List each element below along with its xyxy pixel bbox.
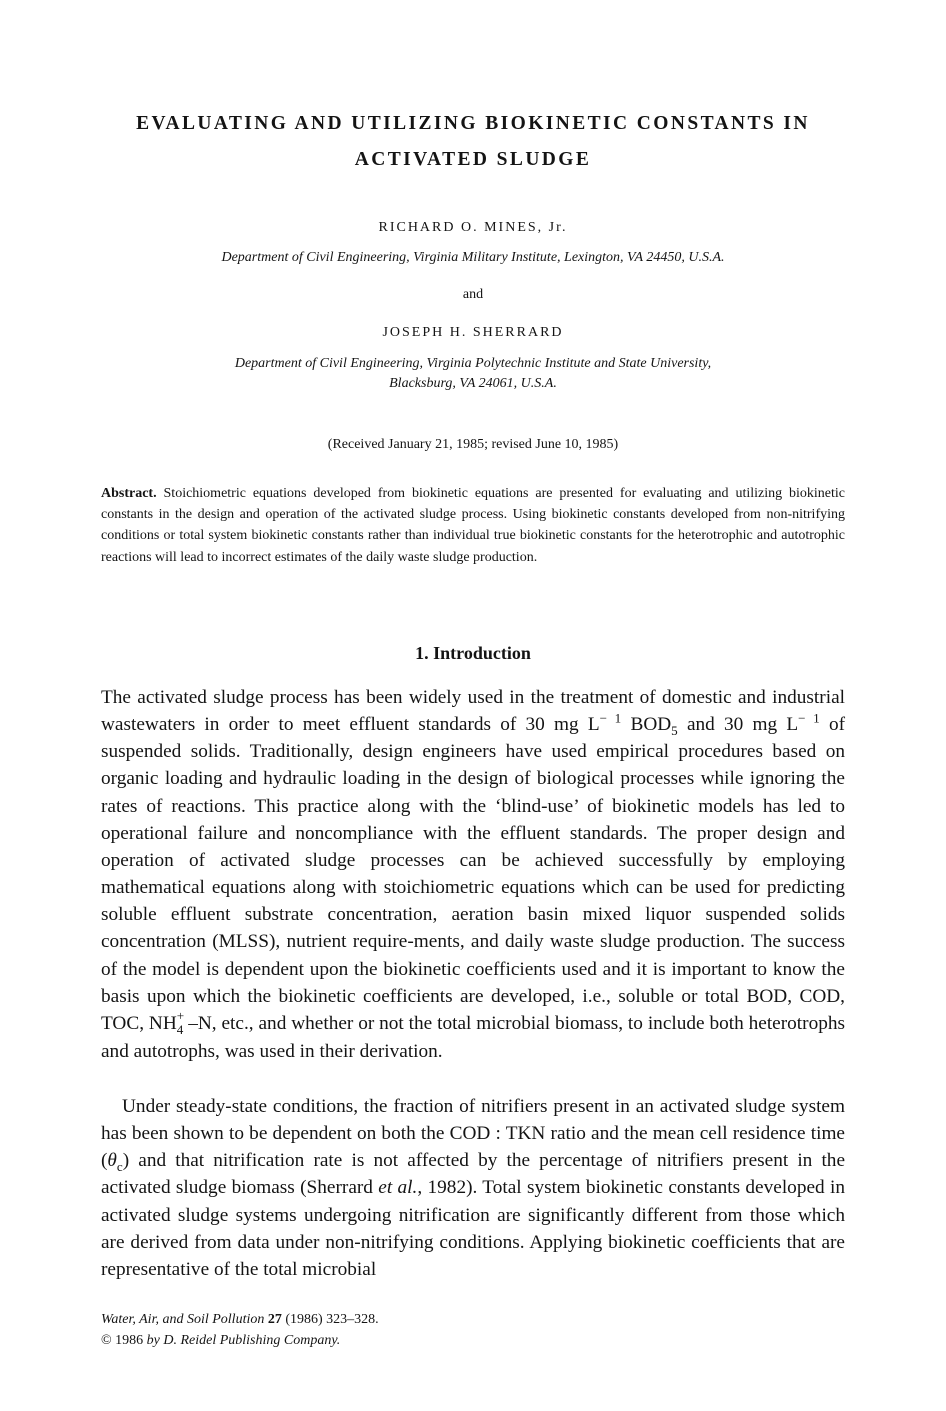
- paper-title-line-2: ACTIVATED SLUDGE: [354, 149, 592, 170]
- received-dates: (Received January 21, 1985; revised June 10, 1985): [327, 437, 619, 452]
- copyright-line: © 1986 by D. Reidel Publishing Company.: [101, 1333, 341, 1348]
- journal-citation: Water, Air, and Soil Pollution 27 (1986) 323–328.: [101, 1312, 379, 1327]
- author-1-name: RICHARD O. MINES, Jr.: [378, 220, 568, 235]
- author-2-name: JOSEPH H. SHERRARD: [382, 325, 564, 340]
- author-2-affiliation-line-2: Blacksburg, VA 24061, U.S.A.: [389, 376, 557, 391]
- section-heading: 1. Introduction: [415, 643, 531, 663]
- abstract-text: Stoichiometric equations developed from biokinetic equations are presented for evaluating and utilizing biokinetic constants in the design and operation of the activated sludge process. Using biokinetic constants developed from non-nitrifying conditions or total system biokinetic constants rather than individual true biokinetic constants for the heterotrophic and autotrophic reactions will lead to incorrect estimates of the daily waste sludge production.: [101, 486, 846, 565]
- paper-title-line-1: EVALUATING AND UTILIZING BIOKINETIC CONSTANTS IN: [136, 113, 810, 134]
- abstract: [101, 483, 845, 568]
- and-separator: and: [462, 287, 484, 302]
- author-1-affiliation: Department of Civil Engineering, Virginia Military Institute, Lexington, VA 24450, U.S.A.: [221, 250, 725, 265]
- author-2-affiliation-line-1: Department of Civil Engineering, Virginia Polytechnic Institute and State University,: [234, 356, 712, 371]
- intro-paragraph-2: Under steady-state conditions, the fraction of nitrifiers present in an activated sludge system has been shown to be dependent on both the COD : TKN ratio and the mean cell residence time $(\theta_c)$ and that nitrification rate is not affected by the percentage of nitrifiers present in the activated sludge biomass (Sherrard et al., 1982). Total system biokinetic constants developed in activated sludge systems undergoing nitrification are significantly different from those which are derived from data under non-nitrifying conditions. Applying biokinetic coefficients that are representative of the total microbial: [101, 1096, 845, 1280]
- abstract-label: Abstract.: [101, 486, 157, 501]
- intro-paragraph-1: The activated sludge process has been widely used in the treatment of domestic and industrial wastewaters in order to meet effluent standards of 30 mg $L^{- 1}$ $BOD_5$ and 30 mg $L^{- 1}$ of suspended solids. Traditionally, design engineers have used empirical procedures based on organic loading and hydraulic loading in the design of biological processes while ignoring the rates of reactions. This practice along with the ‘blind-use’ of biokinetic models has led to operational failure and noncompliance with the effluent standards. The proper design and operation of activated sludge processes can be achieved successfully by employing mathematical equations along with stoichiometric equations which can be used for predicting soluble effluent substrate concentration, aeration basin mixed liquor suspended solids concentration (MLSS), nutrient require-ments, and daily waste sludge production. The success of the model is dependent upon the biokinetic coefficients used and it is important to know the basis upon which the biokinetic coefficients are developed, i.e., soluble or total BOD, COD, TOC, $NH_4$ + –N, etc., and whether or not the total microbial biomass, to include both heterotrophs and autotrophs, was used in their derivation.: [101, 687, 846, 1063]
